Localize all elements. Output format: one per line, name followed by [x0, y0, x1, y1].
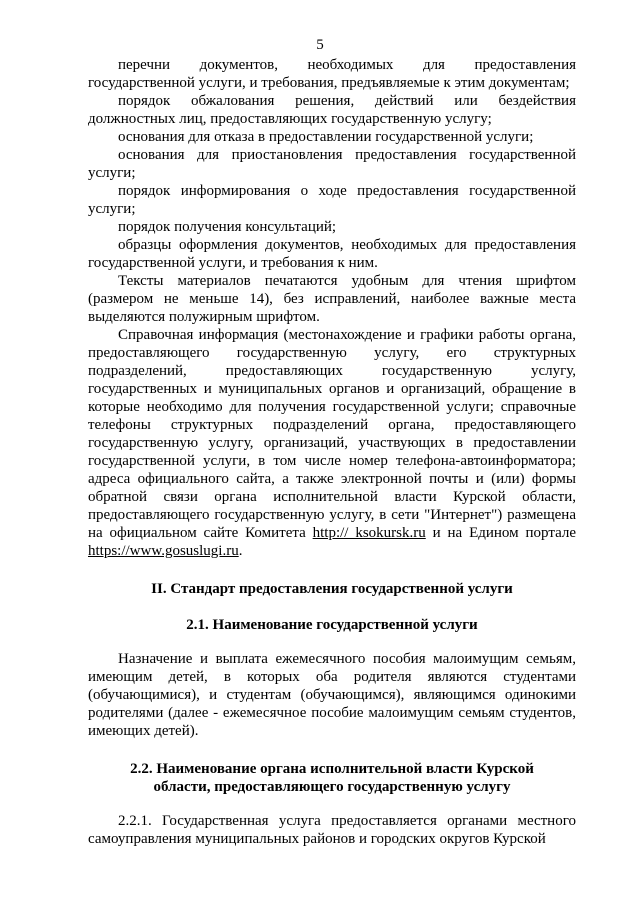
subsection-title-2-2-line2: области, предоставляющего государственную услугу: [153, 779, 511, 795]
subsection-title-2-1: 2.1. Наименование государственной услуги: [186, 617, 478, 633]
subsection-title-2-2-line1: 2.2. Наименование органа исполнительной власти Курской: [130, 761, 534, 777]
paragraph-reference-info: [88, 326, 576, 560]
page-number: 5: [316, 37, 324, 53]
subsection-title-2-2: [88, 760, 576, 796]
committee-site-link[interactable]: http:// ksokursk.ru: [312, 525, 426, 541]
list-item: перечни документов, необходимых для предоставления государственной услуги, и требования, предъявляемые к этим документам;: [88, 57, 576, 91]
list-item: образцы оформления документов, необходимых для предоставления государственной услуги, и требования к ним.: [88, 237, 576, 271]
list-item: основания для приостановления предоставления государственной услуги;: [88, 147, 576, 181]
service-name-paragraph: Назначение и выплата ежемесячного пособия малоимущим семьям, имеющим детей, в которых оба родителя являются студентами (обучающимися), и студентам (обучающимся), являющимся одинокими родителями (далее - ежемесячное пособие малоимущим семьям студентов, имеющих детей).: [88, 651, 576, 739]
reference-info-mid: и на Едином портале: [432, 525, 576, 541]
paragraph-2-2-1: 2.2.1. Государственная услуга предоставляется органами местного самоуправления муниципальных районов и городских округов Курской: [88, 813, 576, 847]
reference-info-text: Справочная информация (местонахождение и графики работы органа, предоставляющего государственную услугу, его структурных подразделений, предоставляющих государственную услугу, государственных и муниципальных органов и организаций, обращение в которые необходимо для получения государственной услуги; справочные телефоны структурных подразделений органа, предоставляющего государственную услугу, организаций, участвующих в предоставлении государственной услуги, в том числе номер телефона-автоинформатора; адреса официального сайта, а также электронной почты и (или) формы обратной связи органа исполнительной власти Курской области, предоставляющего государственную услугу, в сети "Интернет") размещена на официальном сайте Комитета: [88, 327, 576, 541]
list-item: порядок информирования о ходе предоставления государственной услуги;: [88, 183, 576, 217]
document-body: [88, 56, 576, 848]
list-item: основания для отказа в предоставлении государственной услуги;: [118, 129, 534, 145]
reference-info-end: .: [238, 543, 243, 559]
section-title: II. Стандарт предоставления государственной услуги: [151, 581, 513, 597]
list-item: порядок обжалования решения, действий или бездействия должностных лиц, предоставляющих государственную услугу;: [88, 93, 576, 127]
gosuslugi-link[interactable]: https://www.gosuslugi.ru: [88, 543, 239, 559]
paragraph-font-requirements: Тексты материалов печатаются удобным для чтения шрифтом (размером не меньше 14), без исправлений, наиболее важные места выделяются полужирным шрифтом.: [88, 273, 576, 325]
list-item: порядок получения консультаций;: [118, 219, 337, 235]
